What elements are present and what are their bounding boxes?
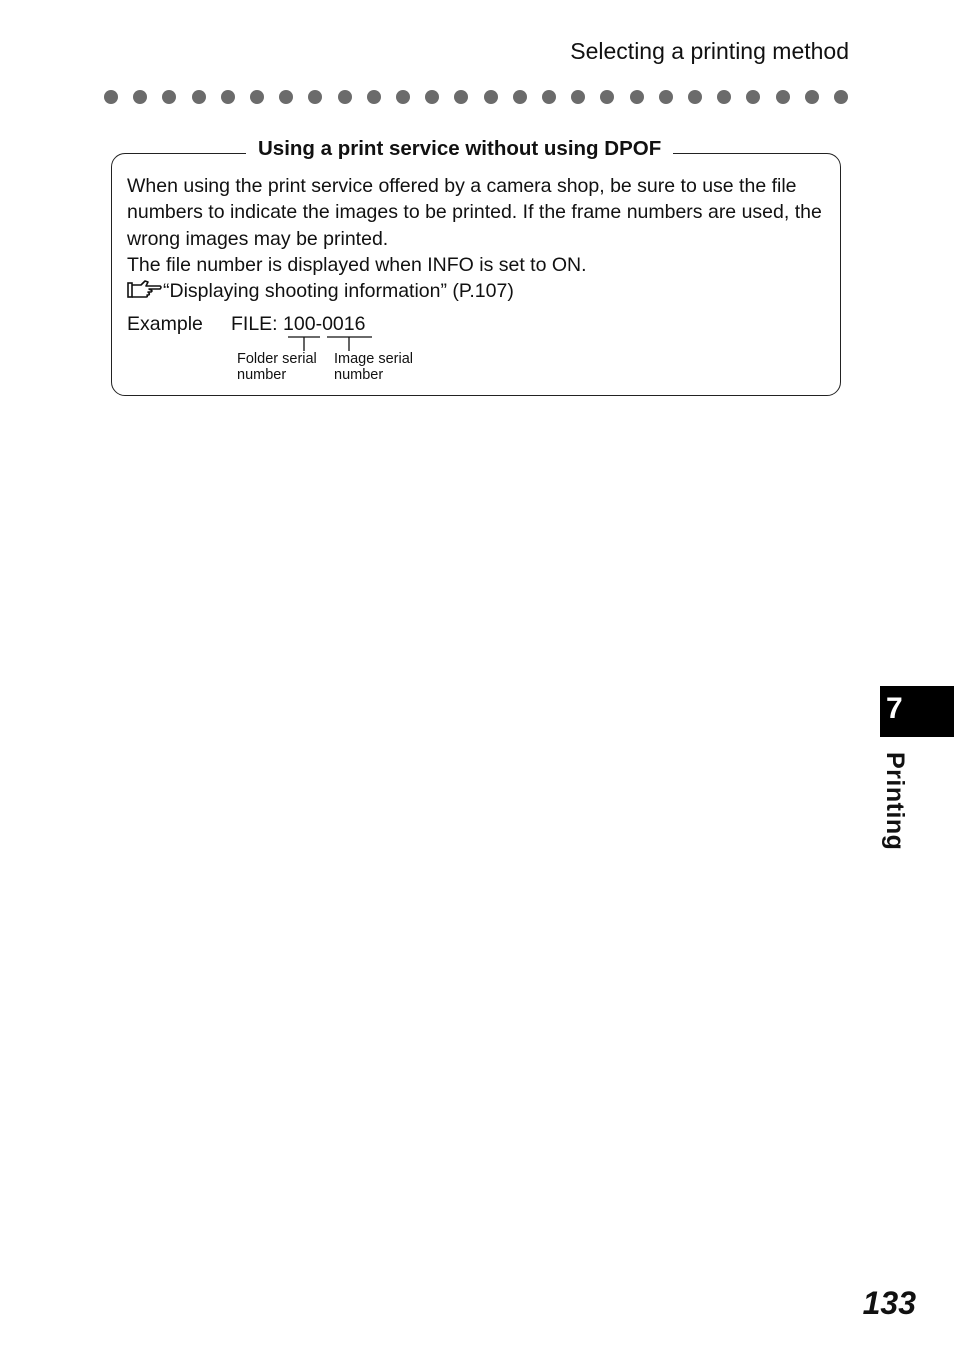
chapter-tab (880, 686, 954, 737)
separator-dot (717, 90, 731, 104)
cross-reference[interactable] (127, 278, 514, 304)
separator-dot (454, 90, 468, 104)
separator-dot (133, 90, 147, 104)
separator-dot (600, 90, 614, 104)
chapter-number: 7 (886, 692, 903, 725)
file-example (231, 313, 365, 336)
chapter-label: Printing (881, 752, 909, 851)
note-paragraph-1: When using the print service offered by a camera shop, be sure to use the file numbers to indicate the images to be printed. If the frame numbers are used, the wrong images may be printed. (127, 175, 822, 250)
separator-dot (659, 90, 673, 104)
separator-dot (746, 90, 760, 104)
file-prefix: FILE: (231, 313, 284, 335)
separator-dot (367, 90, 381, 104)
separator-dot (571, 90, 585, 104)
note-paragraph-2: The file number is displayed when INFO is set to ON. (127, 253, 587, 276)
cross-reference-text: “Displaying shooting information” (P.107) (163, 280, 514, 302)
image-number: 0016 (322, 313, 366, 335)
separator-dot (484, 90, 498, 104)
separator-dot (308, 90, 322, 104)
separator-dot (834, 90, 848, 104)
separator-dot (425, 90, 439, 104)
image-annotation-line-2: number (334, 367, 384, 383)
separator-dot (630, 90, 644, 104)
separator-dot (776, 90, 790, 104)
example-label: Example (127, 313, 203, 335)
page-number: 133 (862, 1285, 916, 1321)
separator-dot (338, 90, 352, 104)
separator-dot (542, 90, 556, 104)
separator-dot (192, 90, 206, 104)
separator-dot (688, 90, 702, 104)
file-separator: - (315, 313, 323, 335)
image-annotation (334, 351, 434, 383)
separator-dot (221, 90, 235, 104)
separator-dot (104, 90, 118, 104)
separator-dot (396, 90, 410, 104)
separator-dot (250, 90, 264, 104)
folder-number: 100 (283, 313, 316, 335)
dot-separator (104, 90, 852, 106)
separator-dot (513, 90, 527, 104)
note-title: Using a print service without using DPOF (246, 137, 673, 161)
folder-annotation-line-1: Folder serial (237, 351, 317, 367)
note-body (127, 173, 827, 278)
separator-dot (279, 90, 293, 104)
folder-annotation (237, 351, 337, 383)
folder-annotation-line-2: number (237, 367, 287, 383)
separator-dot (805, 90, 819, 104)
pointing-hand-icon (127, 279, 163, 301)
image-annotation-line-1: Image serial (334, 351, 413, 367)
section-title: Selecting a printing method (570, 38, 849, 64)
separator-dot (162, 90, 176, 104)
